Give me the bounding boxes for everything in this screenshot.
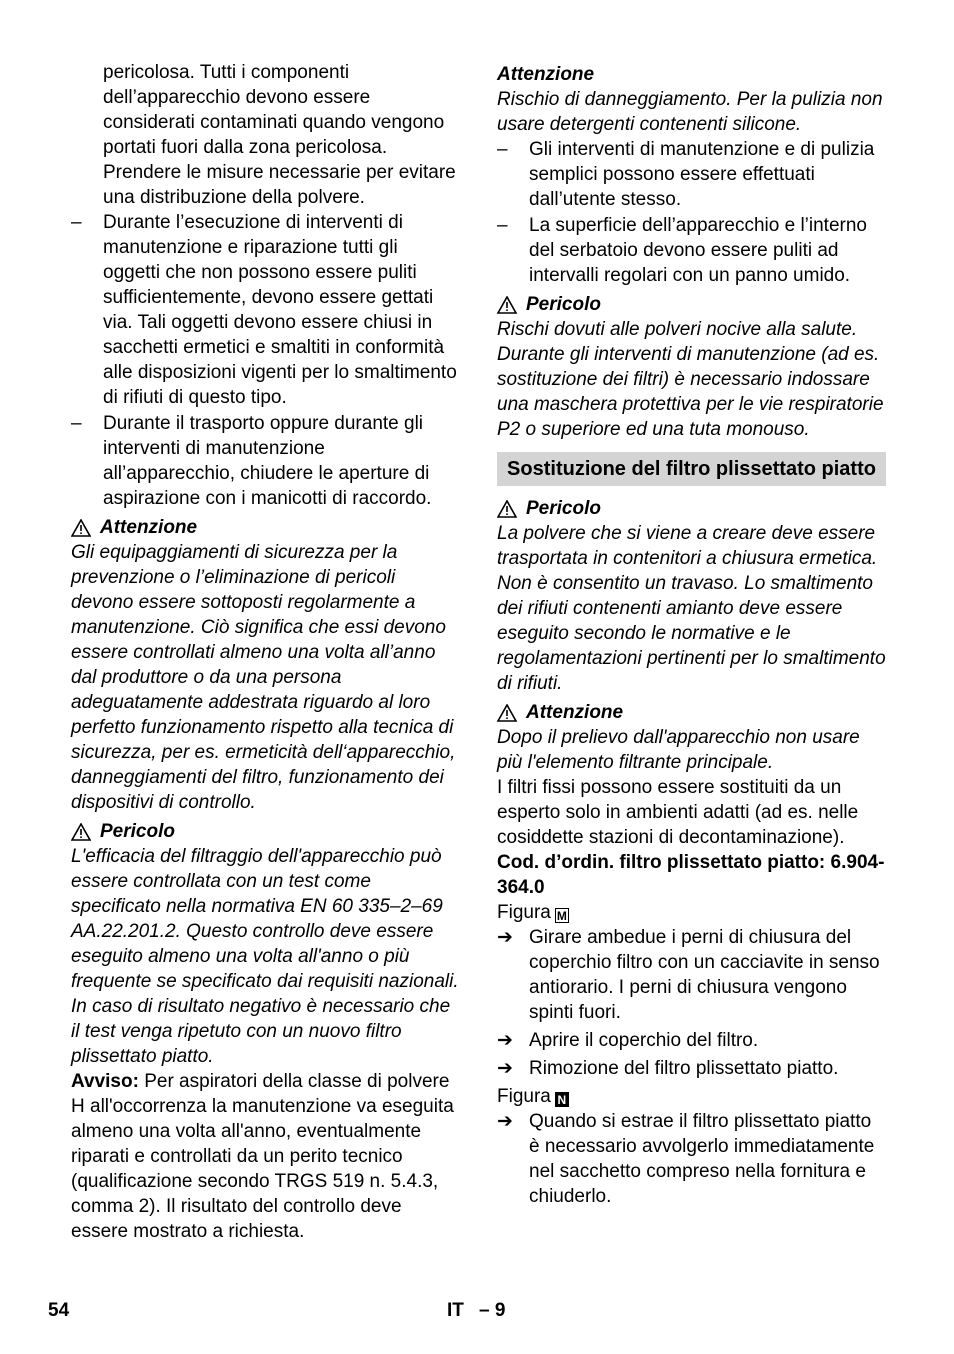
danger-text: La polvere che si viene a creare deve essere trasportata in contenitori a chiusura ermetica. Non è consentito un travaso. Lo smaltimento dei rifiuti contenenti amianto deve essere eseguito secondo le normative e le regolamentazioni pertinenti per lo smaltimento di rifiuti.	[497, 523, 886, 694]
right-column	[497, 60, 886, 1212]
step-item	[497, 1028, 886, 1053]
step-text: Quando si estrae il filtro plissettato piatto è necessario avvolgerlo immediatamente nel sacchetto compreso nella fornitura e chiuderlo.	[529, 1111, 875, 1207]
danger-heading	[497, 292, 886, 317]
section-heading: Sostituzione del filtro plissettato piatto	[497, 452, 886, 486]
step-text: Rimozione del filtro plissettato piatto.	[529, 1058, 839, 1079]
warning-heading	[497, 62, 886, 87]
dash-bullet: –	[71, 212, 82, 233]
left-column	[71, 60, 459, 1244]
danger-heading	[497, 496, 886, 521]
warning-title: Attenzione	[526, 702, 624, 723]
step-text: Aprire il coperchio del filtro.	[529, 1030, 759, 1051]
warning-triangle-icon	[497, 296, 517, 314]
step-item	[497, 925, 886, 1025]
warning-triangle-icon	[497, 704, 517, 722]
order-number: Cod. d’ordin. filtro plissettato piatto: 6.904-364.0	[497, 852, 885, 898]
figure-reference	[497, 1084, 886, 1109]
list-item	[71, 411, 459, 511]
list-item	[71, 210, 459, 410]
warning-triangle-icon	[71, 519, 91, 537]
step-item	[497, 1056, 886, 1081]
figure-label: Figura	[497, 1086, 551, 1107]
figure-letter-icon: M	[556, 909, 567, 923]
step-item	[497, 1109, 886, 1209]
warning-text: Gli equipaggiamenti di sicurezza per la prevenzione o l’eliminazione di pericoli devono essere sottoposti regolarmente a manutenzione. Ciò significa che essi devono essere controllati almeno una volta all’anno dal produttore o da una persona adeguatamente addestrata riguardo al loro perfetto funzionamento rispetto alla tecnica di sicurezza, per es. ermeticità dell‘apparecchio, danneggiamenti del filtro, funzionamento dei dispositivi di controllo.	[71, 542, 456, 813]
notice-text: Per aspiratori della classe di polvere H all'occorrenza la manutenzione va eseguita almeno una volta all'anno, eventualmente riparati e controllati da un perito tecnico (qualificazione secondo TRGS 519 n. 5.4.3, comma 2). Il risultato del controllo deve essere mostrato a richiesta.	[71, 1071, 454, 1242]
warning-title: Attenzione	[100, 517, 198, 538]
section-page-number: – 9	[479, 1300, 506, 1321]
danger-text: L'efficacia del filtraggio dell'apparecchio può essere controllata con un test come specificato nella normativa EN 60 335–2–69 AA.22.201.2. Questo controllo deve essere eseguito almeno una volta all'anno o più frequente se specificato dai requisiti nazionali. In caso di risultato negativo è necessario che il test venga ripetuto con un nuovo filtro plissettato piatto.	[71, 846, 459, 1067]
warning-triangle-icon	[71, 823, 91, 841]
danger-title: Pericolo	[526, 294, 601, 315]
warning-heading	[497, 700, 886, 725]
warning-text: Dopo il prelievo dall'apparecchio non usare più l'elemento filtrante principale.	[497, 727, 860, 773]
warning-text: Rischio di danneggiamento. Per la pulizia non usare detergenti contenenti silicone.	[497, 89, 883, 135]
step-text: Girare ambedue i perni di chiusura del coperchio filtro con un cacciavite in senso antiorario. I perni di chiusura vengono spinti fuori.	[529, 927, 880, 1023]
arrow-right-icon: ➔	[497, 927, 513, 948]
list-item-text: Durante il trasporto oppure durante gli interventi di manutenzione all’apparecchio, chiudere le aperture di aspirazione con i manicotti di raccordo.	[103, 413, 432, 509]
body-text: I filtri fissi possono essere sostituiti da un esperto solo in ambienti adatti (ad es. nelle cosiddette stazioni di decontaminazione).	[497, 777, 859, 848]
list-item-text: La superficie dell’apparecchio e l’interno del serbatoio devono essere puliti ad intervalli regolari con un panno umido.	[529, 215, 867, 286]
list-item	[497, 137, 886, 212]
list-item-text: Durante l’esecuzione di interventi di manutenzione e riparazione tutti gli oggetti che non possono essere puliti sufficientemente, devono essere gettati via. Tali oggetti devono essere chiusi in sacchetti ermetici e smaltiti in conformità alle disposizioni vigenti per lo smaltimento di rifiuti di questo tipo.	[103, 212, 457, 408]
figure-label: Figura	[497, 902, 551, 923]
figure-reference	[497, 900, 886, 925]
warning-title: Attenzione	[497, 64, 595, 85]
dash-bullet: –	[497, 139, 508, 160]
page-footer	[0, 1298, 954, 1323]
warning-heading	[71, 515, 459, 540]
warning-triangle-icon	[497, 500, 517, 518]
danger-title: Pericolo	[526, 498, 601, 519]
arrow-right-icon: ➔	[497, 1058, 513, 1079]
arrow-right-icon: ➔	[497, 1030, 513, 1051]
dash-bullet: –	[71, 413, 82, 434]
figure-letter-icon: N	[555, 1092, 569, 1107]
danger-heading	[71, 819, 459, 844]
dash-bullet: –	[497, 215, 508, 236]
page-number: 54	[48, 1300, 70, 1321]
arrow-right-icon: ➔	[497, 1111, 513, 1132]
danger-title: Pericolo	[100, 821, 175, 842]
notice-paragraph	[71, 1069, 459, 1244]
list-item-text: Gli interventi di manutenzione e di pulizia semplici possono essere effettuati dall’utente stesso.	[529, 139, 875, 210]
intro-continued-text: pericolosa. Tutti i componenti dell’apparecchio devono essere considerati contaminati quando vengono portati fuori dalla zona pericolosa. Prendere le misure necessarie per evitare una distribuzione della polvere.	[103, 62, 456, 208]
language-code: IT	[447, 1300, 464, 1321]
list-item	[497, 213, 886, 288]
danger-text: Rischi dovuti alle polveri nocive alla salute. Durante gli interventi di manutenzione (ad es. sostituzione dei filtri) è necessario indossare una maschera protettiva per le vie respiratorie P2 o superiore ed una tuta monouso.	[497, 319, 884, 440]
notice-label: Avviso:	[71, 1071, 139, 1092]
